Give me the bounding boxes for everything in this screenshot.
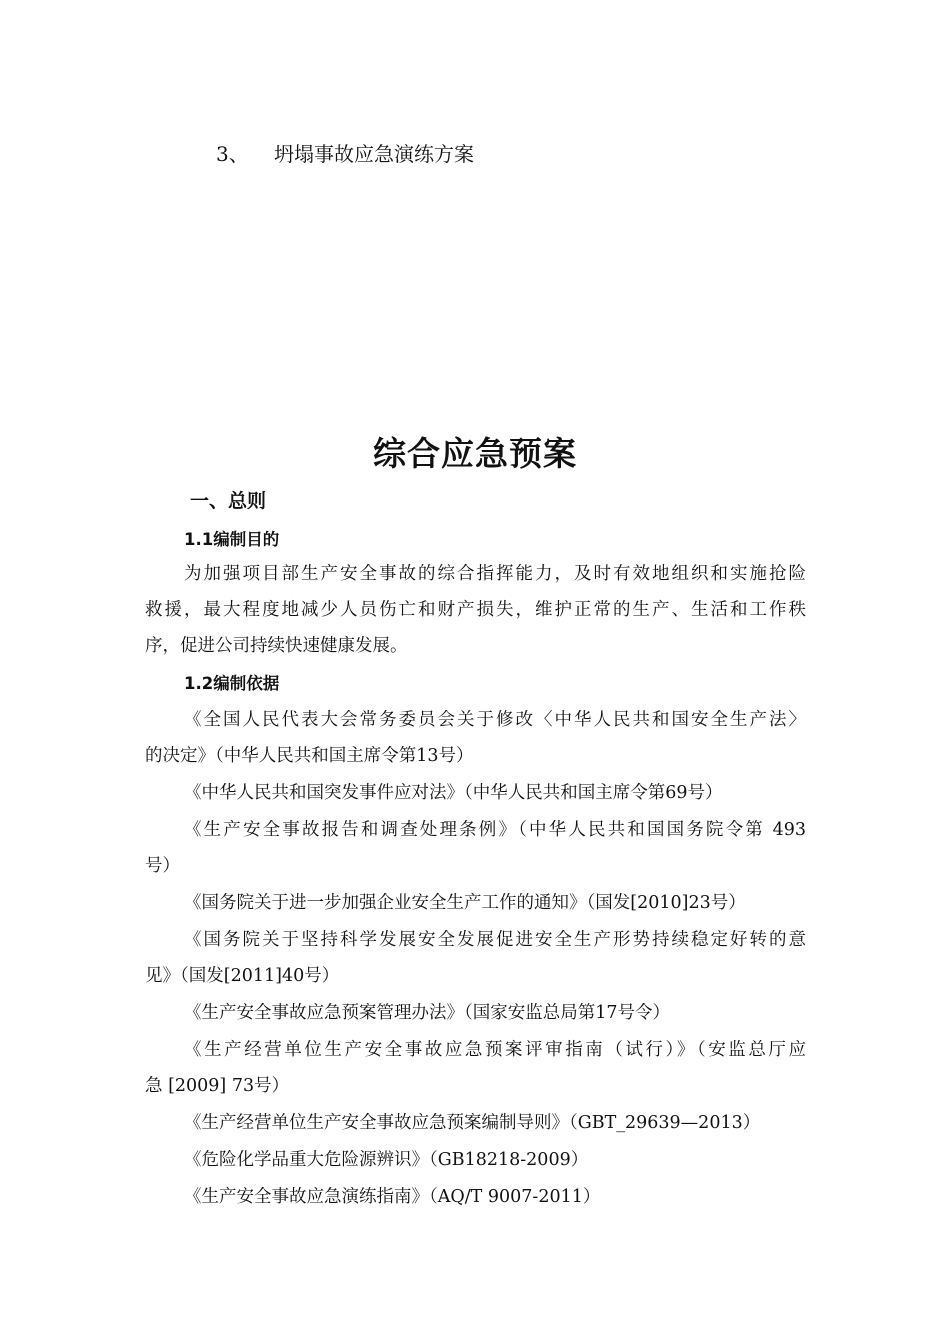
basis-line: 《生产安全事故应急演练指南》（AQ/T 9007-2011） (184, 1187, 601, 1207)
basis-line: 《中华人民共和国突发事件应对法》（中华人民共和国主席令第69号） (184, 783, 723, 803)
document-title: 综合应急预案 (373, 434, 577, 473)
section-heading-general: 一、总则 (190, 490, 267, 512)
purpose-line: 序，促进公司持续快速健康发展。 (145, 636, 408, 656)
toc-title: 坍塌事故应急演练方案 (274, 142, 474, 166)
toc-number: 3、 (216, 142, 249, 166)
basis-line: 《国务院关于坚持科学发展安全发展促进安全生产形势持续稳定好转的意 (184, 930, 806, 950)
basis-line: 《国务院关于进一步加强企业安全生产工作的通知》（国发[2010]23号） (184, 893, 746, 913)
basis-line: 《生产经营单位生产安全事故应急预案编制导则》（GBT_29639—2013） (184, 1113, 761, 1133)
purpose-line: 救援，最大程度地减少人员伤亡和财产损失，维护正常的生产、生活和工作秩 (145, 600, 806, 620)
basis-line: 号） (145, 856, 180, 876)
subheading-basis: 1.2编制依据 (184, 674, 280, 693)
basis-line: 的决定》（中华人民共和国主席令第13号） (145, 746, 474, 766)
basis-line: 见》（国发[2011]40号） (145, 966, 340, 986)
basis-line: 急 [2009] 73号） (145, 1076, 290, 1096)
basis-line: 《生产安全事故报告和调查处理条例》（中华人民共和国国务院令第 493 (184, 820, 806, 840)
basis-line: 《生产安全事故应急预案管理办法》（国家安监总局第17号令） (184, 1003, 671, 1023)
basis-line: 《全国人民代表大会常务委员会关于修改〈中华人民共和国安全生产法〉 (184, 710, 806, 730)
basis-line: 《生产经营单位生产安全事故应急预案评审指南（试行）》（安监总厅应 (184, 1040, 806, 1060)
purpose-line: 为加强项目部生产安全事故的综合指挥能力，及时有效地组织和实施抢险 (184, 564, 806, 584)
subheading-purpose: 1.1编制目的 (184, 530, 280, 549)
basis-line: 《危险化学品重大危险源辨识》（GB18218-2009） (184, 1150, 589, 1170)
